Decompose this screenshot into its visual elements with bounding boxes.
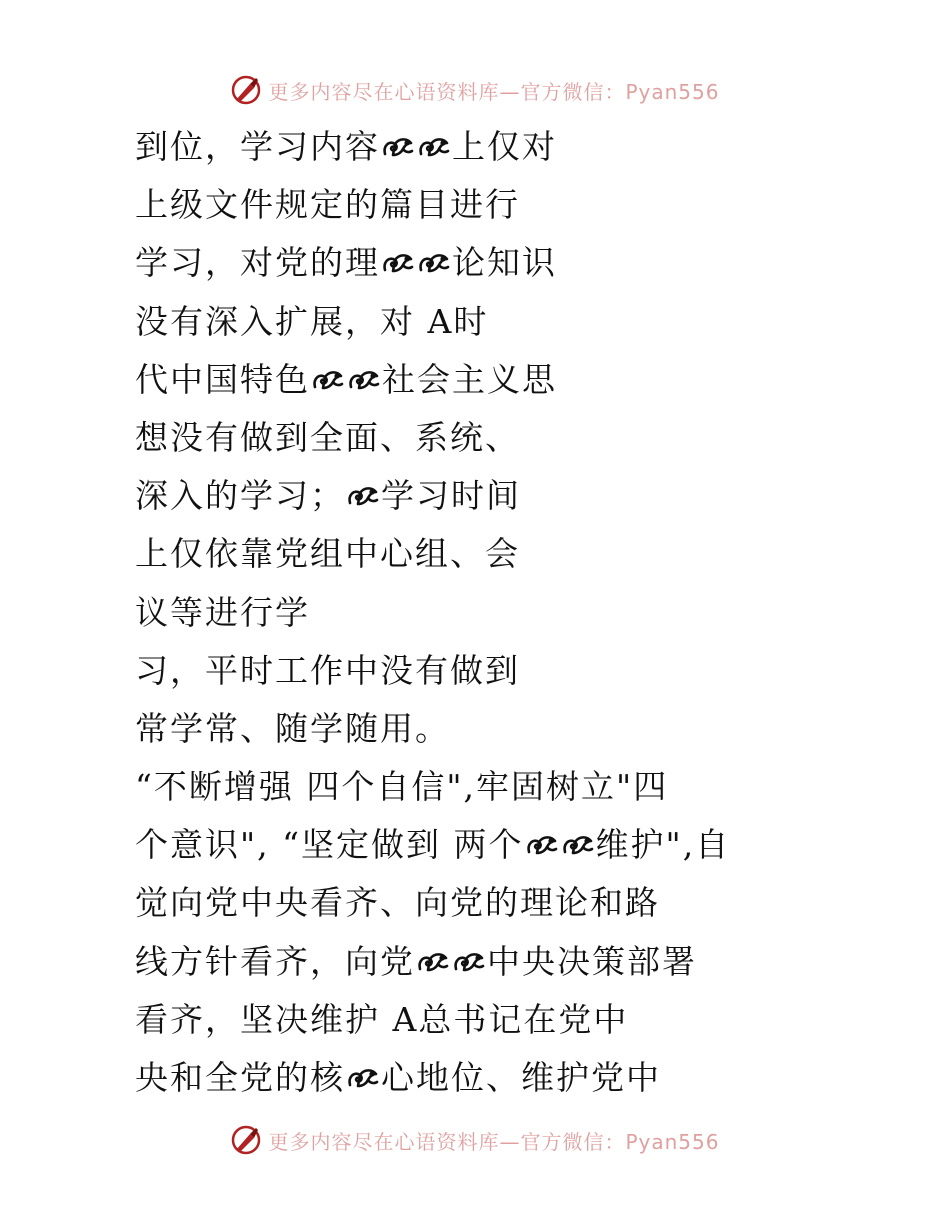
text-line — [135, 758, 925, 816]
text-line — [135, 933, 925, 991]
text-segment: 习，平时工作中没有做到 — [135, 650, 520, 690]
text-line — [135, 874, 925, 932]
text-segment: 学习时间 — [381, 476, 521, 516]
text-line — [135, 351, 925, 409]
text-segment: 上仅依靠党组中心组、会 — [135, 534, 520, 574]
footer-banner — [0, 1120, 950, 1160]
text-segment: 中央决策部署 — [487, 941, 697, 981]
ornament-glyph-icon — [347, 367, 381, 393]
pen-logo-icon — [230, 74, 262, 106]
text-segment: 上仅对 — [452, 127, 557, 166]
header-banner — [0, 70, 950, 110]
text-line — [135, 293, 925, 351]
text-segment: 学习，对党的理 — [135, 243, 380, 283]
ornament-glyph-icon — [381, 134, 415, 160]
text-line — [135, 991, 925, 1049]
text-segment: 看齐，坚决维护 A总书记在党中 — [135, 999, 629, 1039]
text-segment: 社会主义思 — [382, 359, 557, 399]
text-line — [135, 584, 925, 642]
banner-text: 更多内容尽在心语资料库—官方微信：Pyan556 — [268, 1129, 720, 1154]
text-line — [135, 816, 925, 874]
text-segment: 深入的学习； — [135, 476, 345, 516]
text-segment: 议等进行学 — [135, 592, 310, 632]
ornament-glyph-icon — [416, 949, 450, 975]
ornament-glyph-icon — [561, 832, 595, 858]
text-segment: 上级文件规定的篇目进行 — [135, 185, 520, 225]
ornament-glyph-icon — [452, 949, 486, 975]
pen-logo-icon — [230, 1124, 262, 1156]
text-line — [135, 176, 925, 234]
text-segment: 没有深入扩展，对 A时 — [135, 301, 489, 341]
banner-text: 更多内容尽在心语资料库—官方微信：Pyan556 — [268, 79, 720, 104]
text-segment: 维护",自 — [595, 825, 731, 865]
text-segment: 心地位、维护党中 — [381, 1058, 661, 1097]
text-line — [135, 118, 925, 176]
ornament-glyph-icon — [346, 1065, 380, 1091]
document-body — [135, 118, 925, 1107]
text-line — [135, 700, 925, 758]
text-segment: 线方针看齐，向党 — [135, 941, 415, 981]
text-segment: 论知识 — [452, 243, 557, 283]
text-segment: “不断增强 四个自信",牢固树立"四 — [135, 767, 669, 807]
text-line — [135, 234, 925, 292]
text-segment: 常学常、随学随用。 — [135, 708, 450, 748]
text-line — [135, 642, 925, 700]
text-segment: 代中国特色 — [135, 359, 310, 399]
text-segment: 想没有做到全面、系统、 — [135, 417, 520, 457]
ornament-glyph-icon — [417, 250, 451, 276]
text-line — [135, 467, 925, 525]
ornament-glyph-icon — [525, 832, 559, 858]
ornament-glyph-icon — [311, 367, 345, 393]
text-segment: 个意识", “坚定做到 两个 — [135, 825, 524, 865]
text-segment: 央和全党的核 — [135, 1058, 345, 1097]
text-segment: 到位，学习内容 — [135, 127, 380, 166]
text-line — [135, 1049, 925, 1107]
ornament-glyph-icon — [381, 250, 415, 276]
ornament-glyph-icon — [417, 134, 451, 160]
text-line — [135, 409, 925, 467]
text-segment: 觉向党中央看齐、向党的理论和路 — [135, 883, 660, 923]
ornament-glyph-icon — [346, 483, 380, 509]
text-line — [135, 525, 925, 583]
